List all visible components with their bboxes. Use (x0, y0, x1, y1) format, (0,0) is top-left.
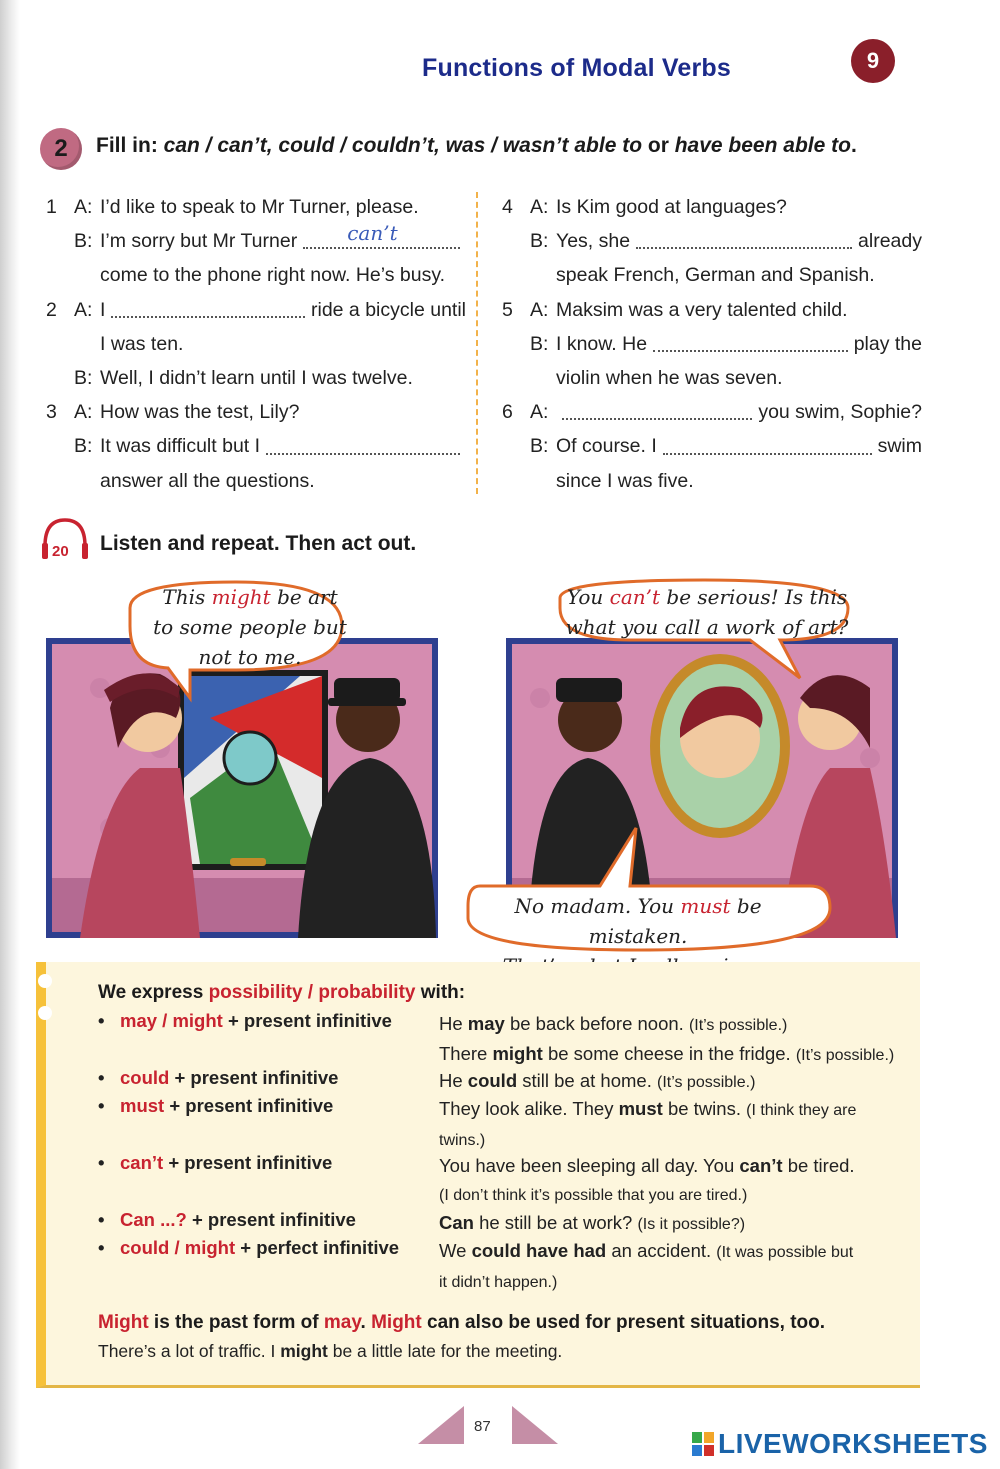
item-2-a: 2 A: I ride a bicycle until (46, 293, 466, 327)
item-6-a: 6 A: you swim, Sophie? (502, 395, 922, 429)
item-6-b: B: Of course. I swim (502, 429, 922, 463)
item-1-b: B: I’m sorry but Mr Turner can’t (46, 224, 466, 258)
item-3-a: 3 A: How was the test, Lily? (46, 401, 300, 424)
item-4-b: B: Yes, she already (502, 224, 922, 258)
brand-watermark: LIVEWORKSHEETS (718, 1428, 988, 1459)
listen-instruction: Listen and repeat. Then act out. (100, 532, 417, 555)
book-spine-shadow (0, 0, 20, 1469)
answer-blank-2[interactable] (111, 293, 305, 318)
audio-track-number: 20 (52, 543, 69, 560)
page-number: 87 (474, 1418, 491, 1435)
grammar-box: We express possibility / probability with: • may / might + present infinitive He may be back before noon. (It’s possible.) There might be some cheese in the fridge. (It’s possible.) • could + present infinitive He could still be at home. (It’s possible.) • must + present infinitive They look alike. They must be twins. (I think they are twins.) • can’t + present infinitive You have been sleeping all day. You can’t be tired. (I don’t think it’s possible that you are tired.) • Can ...? + present infinitive Can he still be at work? (Is it possible?) • could / might + perfect infinitive We could have had an accident. (It was possible but it didn’t happen.) Might is the past form of may. Might can also be used for present situations, too. There’s a lot of traffic. I might be a little late for the meeting. (36, 962, 920, 1388)
speech-bubble-1: This might be art to some people but not to me. (153, 585, 347, 669)
page-title: Functions of Modal Verbs (422, 54, 731, 82)
exercise-column-left: 1 A: I’d like to speak to Mr Turner, please. B: I’m sorry but Mr Turner can’t come to the phone right now. He’s busy. 2 A: I ride a bicycle until I was ten. B: Well, I didn’t learn until I was twelve. 3 A: How was the test, Lily? B: It was difficult but I answer all the questions. (46, 190, 466, 498)
speech-bubble-2: You can’t be serious! Is this what you call a work of art? (565, 585, 849, 639)
exercise-column-right: 4 A: Is Kim good at languages? B: Yes, she already speak French, German and Spanish. 5 A: Maksim was a very talented child. B: I know. He play the violin when he was seven. 6 A: you swim, Sophie? B: Of course. I swim since I was five. (502, 190, 922, 498)
grammar-note-example: There’s a lot of traffic. I might be a little late for the meeting. (98, 1341, 563, 1361)
answer-blank-1[interactable] (303, 221, 460, 249)
unit-number-badge: 9 (851, 39, 895, 83)
answer-blank-4[interactable] (636, 224, 852, 249)
item-3-b: B: It was difficult but I (46, 429, 466, 463)
item-5-a: 5 A: Maksim was a very talented child. (502, 298, 848, 321)
speech-bubble-3: No madam. You must be mistaken. (514, 894, 762, 948)
answer-blank-6[interactable] (562, 395, 752, 420)
item-4-a: 4 A: Is Kim good at languages? (502, 196, 787, 218)
box-dot-decoration (38, 974, 52, 988)
answer-blank-3[interactable] (266, 429, 460, 454)
exercise-number-badge: 2 (40, 128, 82, 170)
page-tab-right-icon (510, 1404, 560, 1446)
item-5-b: B: I know. He play the (502, 327, 922, 361)
answer-blank-5[interactable] (653, 327, 848, 352)
liveworksheets-logo-icon (692, 1432, 714, 1456)
page-tab-left-icon (416, 1404, 466, 1446)
column-divider (476, 192, 478, 494)
filled-answer-1: can’t (347, 221, 398, 246)
box-dot-decoration (38, 1006, 52, 1020)
answer-blank-7[interactable] (663, 429, 872, 454)
item-1-a: 1 A: I’d like to speak to Mr Turner, please. (46, 196, 419, 218)
exercise-instruction: Fill in: can / can’t, could / couldn’t, was / wasn’t able to or have been able to. (96, 134, 857, 157)
grammar-note: Might is the past form of may. Might can also be used for present situations, too. (98, 1312, 826, 1333)
grammar-heading: We express possibility / probability with: (98, 982, 466, 1003)
item-2-b: B: Well, I didn’t learn until I was twelve. (74, 367, 413, 390)
